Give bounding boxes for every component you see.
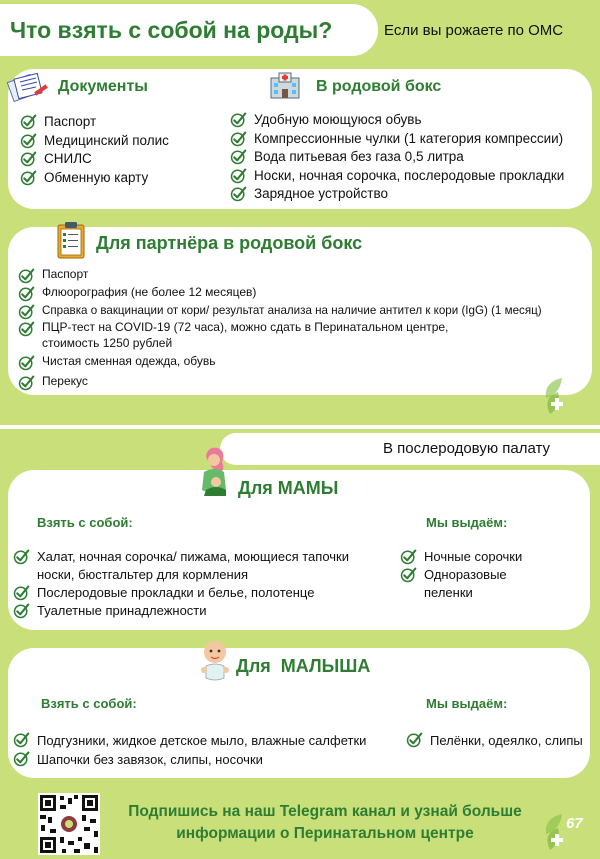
check-icon [18,285,35,302]
baby-title: Для МАЛЫША [236,656,371,676]
baby-take-label: Взять с собой: [41,696,137,711]
baby-icon [198,638,232,682]
partner-list [18,267,542,392]
birth-box-title: В родовой бокс [316,78,442,95]
title-box [0,4,378,56]
list-item: Медицинский полис [20,132,169,151]
list-item: Справка о вакцинации от кори/ результат анализа на наличие антител к кори (IgG) (1 месяц) [18,303,542,320]
mom-take-list [13,548,349,620]
telegram-cta[interactable] [100,801,550,845]
baby-give-list [406,731,583,750]
list-item: Одноразовые [400,566,522,584]
list-item: Флюорография (не более 12 месяцев) [18,285,542,303]
birth-box-list [230,111,564,204]
list-item: Шапочки без завязок, слипы, носочки [13,750,366,769]
list-item-continuation: стоимость 1250 рублей [42,336,173,350]
list-item: Компрессионные чулки (1 категория компрессии) [230,130,564,149]
list-item: Удобную моющуюся обувь [230,111,564,130]
check-icon [18,320,35,337]
partner-title: Для партнёра в родовой бокс [96,233,363,253]
list-item: Подгузники, жидкое детское мыло, влажные салфетки [13,731,366,750]
logo-67-icon [540,810,594,854]
documents-icon [6,70,50,104]
telegram-cta-line2: информации о Перинатальном центре [176,825,474,842]
mom-take-label: Взять с собой: [37,515,133,530]
list-item: Послеродовые прокладки и белье, полотенце [13,584,349,602]
page-title: Что взять с собой на роды? [10,17,333,43]
list-item: Паспорт [20,113,169,132]
list-item: Халат, ночная сорочка/ пижама, моющиеся тапочки [13,548,349,566]
check-icon [13,602,30,619]
mother-icon [196,446,234,498]
check-icon [18,303,35,320]
check-icon [13,584,30,601]
mom-title: Для МАМЫ [238,478,339,498]
svg-text:67: 67 [566,815,583,832]
list-item: Зарядное устройство [230,185,564,204]
list-item-continuation: пеленки [424,585,473,600]
check-icon [13,731,30,748]
check-icon [20,150,37,167]
qr-code-icon[interactable] [38,793,100,855]
check-icon [230,148,247,165]
list-item: Паспорт [18,267,542,285]
list-item: Чистая сменная одежда, обувь [18,354,542,374]
mom-give-label: Мы выдаём: [426,515,508,530]
check-icon [20,132,37,149]
list-item: Туалетные принадлежности [13,602,349,620]
list-item: ПЦР-тест на COVID-19 (72 часа), можно сдать в Перинатальном центре, [18,320,542,336]
baby-give-label: Мы выдаём: [426,696,508,711]
documents-title: Документы [58,78,148,95]
documents-list [20,113,169,187]
check-icon [13,750,30,767]
check-icon [18,267,35,284]
postnatal-title: В послеродовую палату [383,440,551,457]
list-item: Перекус [18,374,542,392]
list-item-continuation: носки, бюстгальтер для кормления [37,567,248,582]
check-icon [406,731,423,748]
check-icon [13,548,30,565]
check-icon [20,113,37,130]
check-icon [230,185,247,202]
list-item: Носки, ночная сорочка, послеродовые прокладки [230,167,564,186]
check-icon [230,130,247,147]
check-icon [400,566,417,583]
list-item: Вода питьевая без газа 0,5 литра [230,148,564,167]
list-item: Обменную карту [20,169,169,188]
list-item: Ночные сорочки [400,548,522,566]
check-icon [400,548,417,565]
check-icon [230,167,247,184]
check-icon [18,374,35,391]
mom-give-list [400,548,522,602]
check-icon [18,354,35,371]
list-item: Пелёнки, одеялко, слипы [406,731,583,750]
svg-text:67: 67 [566,379,583,396]
clipboard-icon [56,220,86,260]
check-icon [20,169,37,186]
list-item: СНИЛС [20,150,169,169]
baby-take-list [13,731,366,769]
check-icon [230,111,247,128]
logo-67-icon [540,374,594,418]
page-subtitle: Если вы рожаете по ОМС [384,22,564,39]
telegram-cta-line1: Подпишись на наш Telegram канал и узнай больше [128,803,522,820]
hospital-icon [268,70,302,100]
